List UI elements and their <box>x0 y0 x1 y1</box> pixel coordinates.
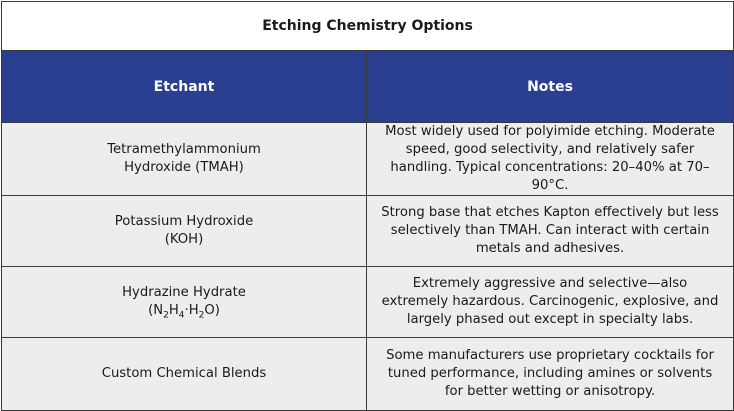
header-row <box>2 51 734 123</box>
title-row <box>2 2 734 51</box>
etchant-cell <box>2 338 367 411</box>
formula-part: O) <box>204 303 220 318</box>
formula-part: ·H <box>184 303 199 318</box>
chemical-formula <box>148 303 220 321</box>
etching-chemistry-table <box>1 1 733 409</box>
formula-part: (N <box>148 303 164 318</box>
table-title: Etching Chemistry Options <box>2 2 734 51</box>
etchant-name: Hydrazine Hydrate <box>122 285 246 300</box>
etchant-cell <box>2 196 367 267</box>
notes-cell: Strong base that etches Kapton effectively but less selectively than TMAH. Can interact with certain metals and adhesives. <box>367 196 734 267</box>
etchant-cell <box>2 123 367 196</box>
column-header-etchant: Etchant <box>2 51 367 123</box>
table-row <box>2 123 734 196</box>
etchant-cell <box>2 267 367 338</box>
formula-part: H <box>168 303 179 318</box>
formula-subscript: 2 <box>198 310 205 321</box>
table-row <box>2 196 734 267</box>
etchant-name: Custom Chemical Blends <box>101 366 267 381</box>
table-row <box>2 338 734 411</box>
notes-cell: Some manufacturers use proprietary cocktails for tuned performance, including amines or solvents for better wetting or anisotropy. <box>367 338 734 411</box>
column-header-notes: Notes <box>367 51 734 123</box>
etchant-name: Potassium Hydroxide <box>114 214 254 229</box>
notes-cell: Most widely used for polyimide etching. Moderate speed, good selectivity, and relatively safer handling. Typical concentrations: 20–40% at 70–90°C. <box>367 123 734 196</box>
etchant-name: Tetramethylammonium <box>107 142 261 157</box>
notes-cell: Extremely aggressive and selective—also extremely hazardous. Carcinogenic, explosive, and largely phased out except in specialty labs. <box>367 267 734 338</box>
options-table <box>1 1 734 411</box>
formula-subscript: 4 <box>178 310 185 321</box>
formula-subscript: 2 <box>163 310 169 321</box>
etchant-name-line2: (KOH) <box>164 232 204 247</box>
etchant-name-line2: Hydroxide (TMAH) <box>124 160 244 175</box>
table-row <box>2 267 734 338</box>
